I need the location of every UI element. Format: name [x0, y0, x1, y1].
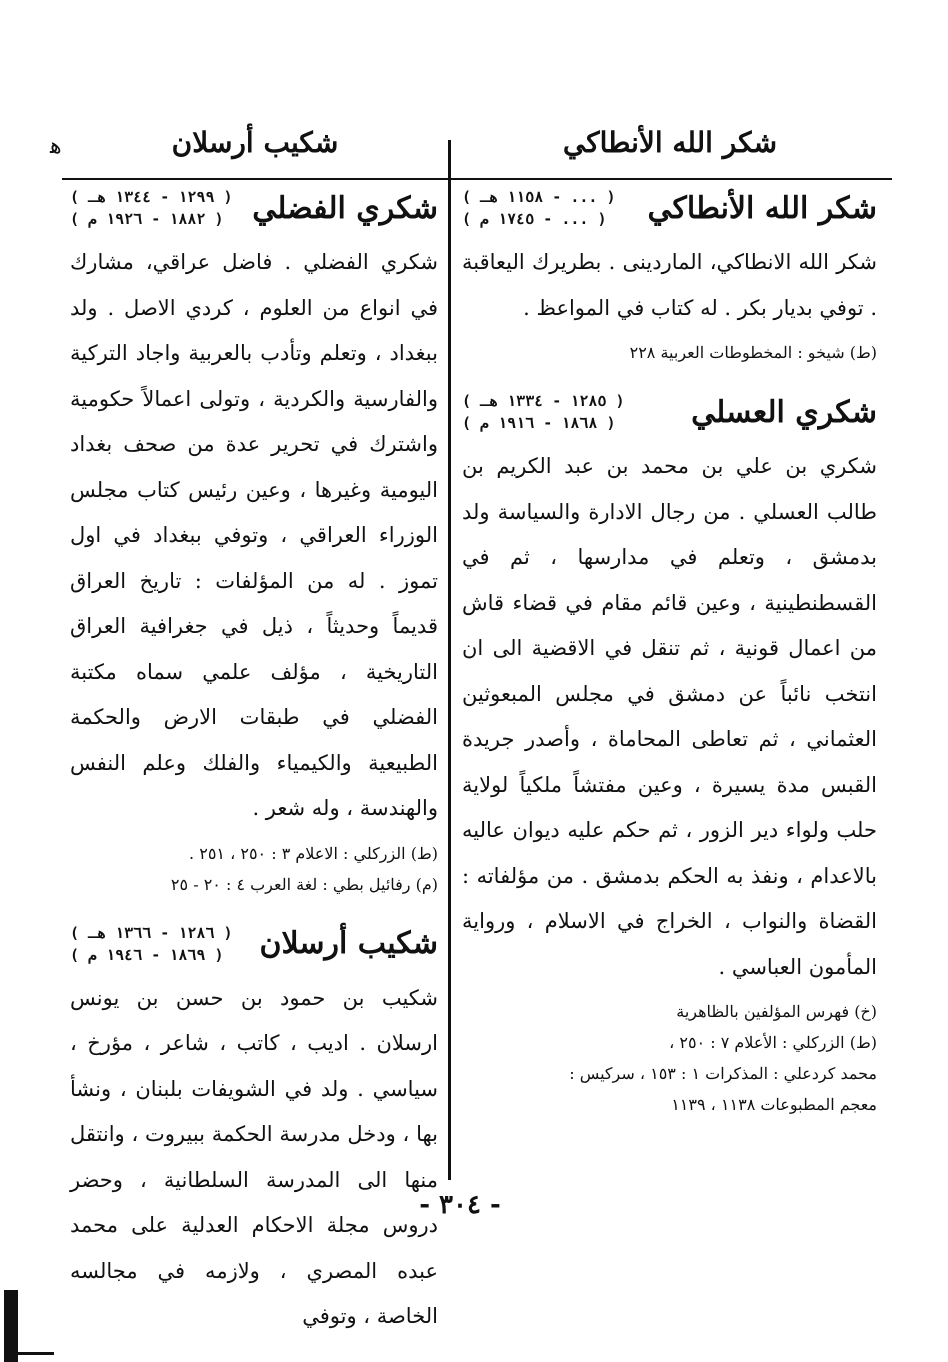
entry-name: شكيب أرسلان: [259, 926, 438, 961]
reference-line: (ط) الزركلي : الأعلام ٧ : ٢٥٠ ،: [669, 1033, 877, 1052]
entry-dates: [462, 390, 625, 434]
entry-heading: [70, 186, 438, 230]
entry-heading: [70, 922, 438, 966]
entry-text: شكر الله الانطاكي، الماردينى . بطريرك اليعاقبة . توفي بديار بكر . له كتاب في المواعظ .: [462, 250, 877, 320]
entry-shukri-asali: [462, 390, 877, 1120]
header-rule: [62, 178, 892, 180]
entry-shukri-fadli: [70, 186, 438, 900]
running-header-left: شكيب أرسلان: [171, 126, 339, 159]
scan-mark-bottom: [4, 1352, 54, 1355]
reference-line: (م) رفائيل بطي : لغة العرب ٤ : ٢٠ - ٢٥: [170, 874, 438, 894]
running-header-right: شكر الله الأنطاكي: [562, 126, 778, 159]
right-column: [462, 186, 877, 1142]
entry-text: شكري بن علي بن محمد بن عبد الكريم بن طالب العسلي . من رجال الادارة والسياسة ولد بدمشق ، وتعلم في مدارسها ، ثم في القسطنطينية ، وعين قائم مقام في قضاء قاش من اعمال قونية ، ثم تنقل في الاقضية الى ان انتخب نائباً عن دمشق في مجلس المبعوثين العثماني ، ثم تعاطى المحاماة ، وأصدر جريدة القبس مدة يسيرة ، وعين مفتشاً ملكياً لولاية حلب ولواء دير الزور ، ثم حكم عليه ديوان عاليه بالاعدام ، ونفذ به الحكم بدمشق . من مؤلفاته : القضاة والنواب ، الخراج في الاسلام ، ورواية المأمون العباسي .: [462, 454, 877, 979]
references: [462, 996, 877, 1120]
header-mark: ﻫ: [50, 134, 62, 159]
reference-line: (ط) الزركلي : الاعلام ٣ : ٢٥٠ ، ٢٥١ .: [189, 843, 438, 863]
entry-heading: [462, 390, 877, 434]
dates-gregorian: ( ... - ١٧٤٥ م ): [462, 210, 607, 228]
reference-line: (خ) فهرس المؤلفين بالظاهرية: [676, 1002, 877, 1021]
references: [70, 838, 438, 900]
reference-line: محمد كردعلي : المذكرات ١ : ١٥٣ ، سركيس :: [569, 1064, 877, 1083]
references: [462, 337, 877, 368]
column-divider: [448, 140, 451, 1180]
entry-body: [462, 240, 877, 331]
entry-name: شكري الفضلي: [252, 190, 438, 226]
dates-hijri: ( ١٢٨٥ - ١٣٣٤ هـ ): [462, 392, 625, 410]
entry-dates: [70, 186, 233, 230]
page-number: - ٣٠٤ -: [419, 1190, 501, 1220]
entry-shakib-arslan: [70, 922, 438, 1340]
entry-shukrallah: [462, 186, 877, 368]
entry-dates: [462, 186, 616, 230]
dates-gregorian: ( ١٨٦٨ - ١٩١٦ م ): [462, 414, 616, 432]
entry-body: [462, 444, 877, 990]
dates-hijri: ( ١٢٨٦ - ١٣٦٦ هـ ): [70, 923, 233, 942]
entry-name: شكري العسلي: [691, 394, 877, 430]
entry-text: شكيب بن حمود بن حسن بن يونس ارسلان . اديب ، كاتب ، شاعر ، مؤرخ ، سياسي . ولد في الشويفات بلبنان ، ونشأ بها ، ودخل مدرسة الحكمة ببيروت ، وانتقل منها الى المدرسة السلطانية ، وحضر دروس مجلة الاحكام العدلية على محمد عبده المصري ، ولازمه في مجالسه الخاصة ، وتوفي: [70, 985, 438, 1328]
reference-line: معجم المطبوعات ١١٣٨ ، ١١٣٩: [671, 1095, 877, 1114]
entry-name: شكر الله الأنطاكي: [647, 190, 877, 226]
reference-line: (ط) شيخو : المخطوطات العربية ٢٢٨: [629, 343, 877, 362]
entry-text: شكري الفضلي . فاضل عراقي، مشارك في انواع من العلوم ، كردي الاصل . ولد ببغداد ، وتعلم وتأدب بالعربية واجاد التركية والفارسية والكردية ، وتولى اعمالاً حكومية واشترك في تحرير عدة من صحف بغداد اليومية وغيرها ، وعين رئيس كتاب مجلس الوزراء العراقي ، وتوفي ببغداد في اول تموز . له من المؤلفات : تاريخ العراق قديماً وحديثاً ، ذيل في جغرافية العراق التاريخية ، مؤلف علمي سماه مكتبة الفضلي في طبقات الارض والحكمة الطبيعية والكيمياء والفلك وعلم النفس والهندسة ، وله شعر .: [70, 250, 438, 820]
dates-gregorian: ( ١٨٦٩ - ١٩٤٦ م ): [70, 945, 224, 964]
entry-body: [70, 976, 438, 1340]
dates-hijri: ( ١٢٩٩ - ١٣٤٤ هـ ): [70, 188, 233, 206]
left-column: [70, 186, 438, 1340]
dates-gregorian: ( ١٨٨٢ - ١٩٢٦ م ): [70, 210, 224, 228]
entry-body: [70, 240, 438, 832]
entry-heading: [462, 186, 877, 230]
dates-hijri: ( ... - ١١٥٨ هـ ): [462, 188, 616, 206]
entry-dates: [70, 922, 233, 966]
